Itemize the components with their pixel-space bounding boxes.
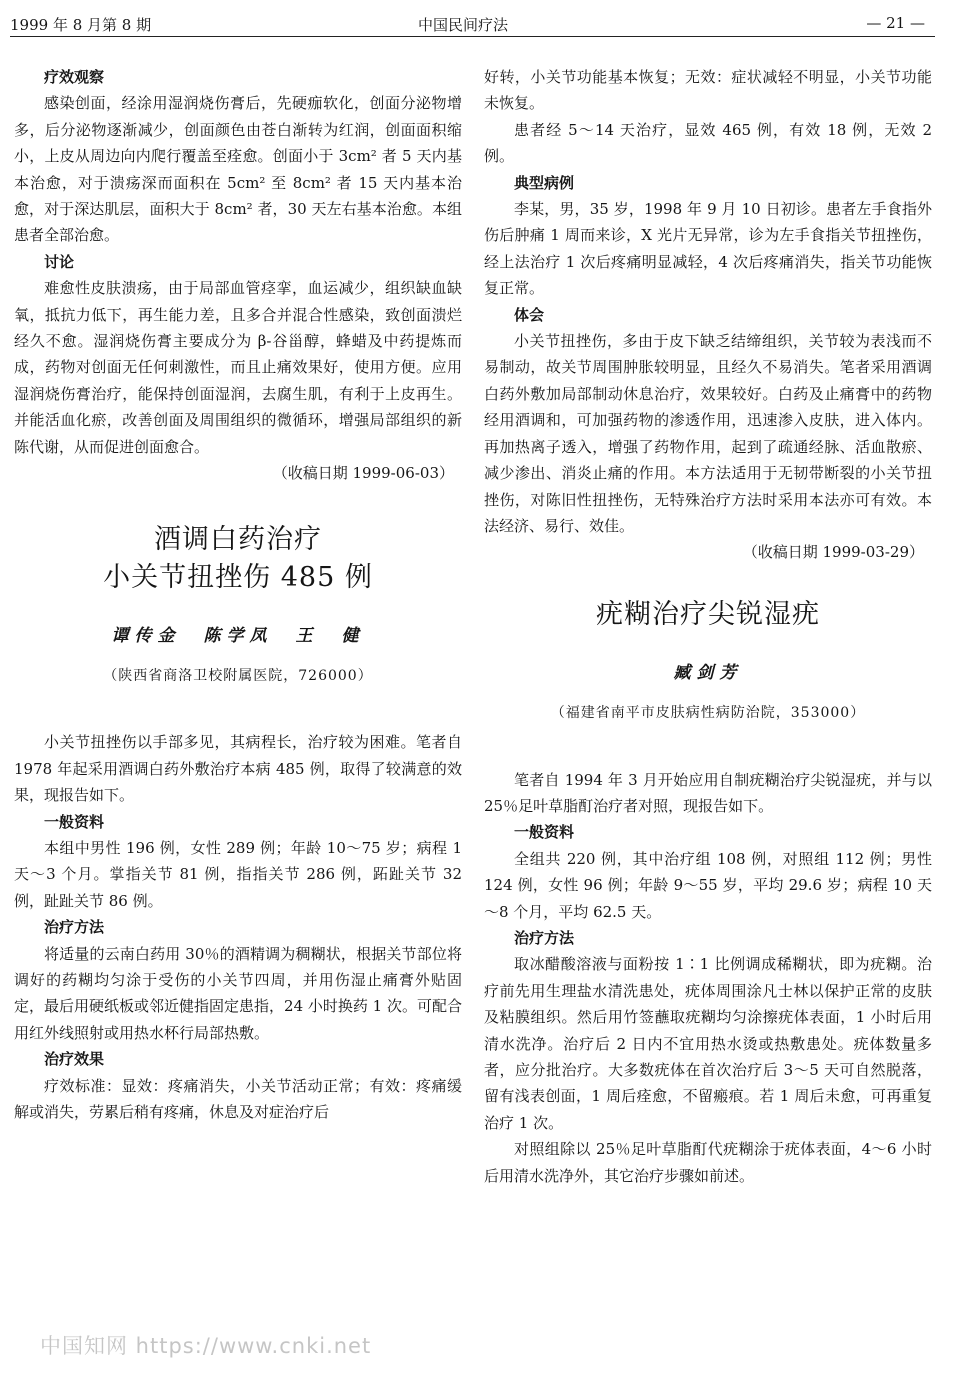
paragraph2-method-2: 对照组除以 25％足叶草脂酊代疣糊涂于疣体表面，4～6 小时后用清水洗净外，其它治疗步骤如前述。	[484, 1140, 932, 1185]
paragraph-general: 本组中男性 196 例，女性 289 例；年龄 10～75 岁；病程 1 天～3 个月。掌指关节 81 例，指指关节 286 例，跖趾关节 32 例，趾趾关节 86 例。	[14, 838, 462, 910]
paragraph-effect-cont: 好转，小关节功能基本恢复；无效：症状减轻不明显，小关节功能未恢复。	[484, 68, 932, 113]
article-affiliation: （陕西省商洛卫校附属医院，726000）	[103, 667, 373, 684]
paragraph-discussion: 难愈性皮肤溃疡，由于局部血管痉挛，血运减少，组织缺血缺氧，抵抗力低下，再生能力差，且多合并混合性感染，致创面溃烂经久不愈。湿润烧伤膏主要成分为 β-谷甾醇，蜂蜡及中药提炼而成，药物对创面无任何刺激性，而且止痛效果好，使用方便。应用湿润烧伤膏治疗，能保持创面湿润，去腐生肌，有利于上皮再生。并能活血化瘀，改善创面及周围组织的微循环，增强局部组织的新陈代谢，从而促进创面愈合。	[14, 279, 462, 456]
received-date-2: （收稿日期 1999-03-29）	[742, 543, 924, 562]
section-heading-experience: 体会	[514, 305, 545, 324]
article-title-line2: 小关节扭挫伤 485 例	[103, 561, 373, 593]
article2-author: 臧剑芳	[673, 662, 743, 683]
received-date: （收稿日期 1999-06-03）	[272, 464, 454, 483]
cnki-watermark: 中国知网 https://www.cnki.net	[40, 1334, 372, 1358]
paragraph2-intro: 笔者自 1994 年 3 月开始应用自制疣糊治疗尖锐湿疣，并与以 25％足叶草脂酊治疗者对照，现报告如下。	[484, 770, 932, 815]
paragraph-observe: 感染创面，经涂用湿润烧伤膏后，先硬痂软化，创面分泌物增多，后分泌物逐渐减少，创面颜色由苍白渐转为红润，创面面积缩小，上皮从周边向内爬行覆盖至痊愈。创面小于 3cm² 者 5 天内基本治愈，对于溃疡深而面积在 5cm² 至 8cm² 者 15 天内基本治愈，对于深达肌层，面积大于 8cm² 者，30 天左右基本治愈。本组患者全部治愈。	[14, 94, 462, 245]
section-heading-observe: 疗效观察	[44, 68, 105, 86]
paragraph-experience: 小关节扭挫伤，多由于皮下缺乏结缔组织，关节较为表浅而不易制动，故关节周围肿胀较明显，且经久不易消失。笔者采用酒调白药外敷加局部制动休息治疗，效果较好。白药及止痛膏中的药物经用酒调和，可加强药物的渗透作用，迅速渗入皮肤，进入体内。再加热离子透入，增强了药物作用，起到了疏通经脉、活血散瘀、减少渗出、消炎止痛的作用。本方法适用于无韧带断裂的小关节扭挫伤，对陈旧性扭挫伤，无特殊治疗方法时采用本法亦可有效。本法经济、易行、效佳。	[484, 332, 932, 535]
article-authors: 谭传金 陈学凤 王 健	[111, 625, 365, 646]
section-heading-discussion: 讨论	[44, 252, 75, 271]
section2-heading-general: 一般资料	[514, 823, 575, 842]
section-heading-effect: 治疗效果	[44, 1050, 105, 1069]
page-number: — 21 —	[866, 14, 925, 32]
section2-heading-method: 治疗方法	[514, 928, 575, 947]
right-column	[484, 64, 932, 1189]
paragraph-case: 李某，男，35 岁，1998 年 9 月 10 日初诊。患者左手食指外伤后肿痛 1 周而来诊，X 光片无异常，诊为左手食指关节扭挫伤，经上法治疗 1 次后疼痛明显减轻，4 次后疼痛消失，指关节功能恢复正常。	[484, 200, 932, 298]
issue-info: 1999 年 8 月第 8 期	[10, 16, 152, 34]
section-heading-general: 一般资料	[44, 812, 105, 831]
paragraph2-general: 全组共 220 例，其中治疗组 108 例，对照组 112 例；男性 124 例，女性 96 例；年龄 9～55 岁，平均 29.6 岁；病程 10 天～8 个月，平均 62.5 天。	[484, 849, 932, 921]
left-column	[14, 64, 462, 1125]
paragraph-intro: 小关节扭挫伤以手部多见，其病程长，治疗较为困难。笔者自 1978 年起采用酒调白药外敷治疗本病 485 例，取得了较满意的效果，现报告如下。	[14, 733, 462, 805]
paragraph-method: 将适量的云南白药用 30％的酒精调为稠糊状，根据关节部位将调好的药糊均匀涂于受伤的小关节四周，并用伤湿止痛膏外贴固定，最后用硬纸板或邻近健指固定患指，24 小时换药 1 次。可配合用红外线照射或用热水杯行局部热敷。	[14, 944, 462, 1042]
article2-title: 疣糊治疗尖锐湿疣	[596, 598, 820, 630]
article2-affiliation: （福建省南平市皮肤病性病防治院，353000）	[550, 705, 866, 722]
paragraph2-method-1: 取冰醋酸溶液与面粉按 1∶1 比例调成稀糊状，即为疣糊。治疗前先用生理盐水清洗患处，疣体周围涂凡士林以保护正常的皮肤及粘膜组织。然后用竹签蘸取疣糊均匀涂擦疣体表面，1 小时后用清水洗净。治疗后 2 日内不宜用热水烫或热敷患处。疣体数量多者，应分批治疗。大多数疣体在首次治疗后 3～5 天可自然脱落，留有浅表创面，1 周后痊愈，不留瘢痕。若 1 周后未愈，可再重复治疗 1 次。	[484, 955, 932, 1132]
article-title-line1: 酒调白药治疗	[154, 523, 322, 555]
journal-name: 中国民间疗法	[418, 16, 509, 34]
paragraph-effect: 疗效标准：显效：疼痛消失，小关节活动正常；有效：疼痛缓解或消失，劳累后稍有疼痛，休息及对症治疗后	[14, 1076, 462, 1121]
section-heading-case: 典型病例	[514, 173, 575, 192]
paragraph-result: 患者经 5～14 天治疗，显效 465 例，有效 18 例，无效 2 例。	[484, 120, 932, 166]
section-heading-method: 治疗方法	[44, 918, 105, 937]
running-header	[10, 8, 935, 37]
